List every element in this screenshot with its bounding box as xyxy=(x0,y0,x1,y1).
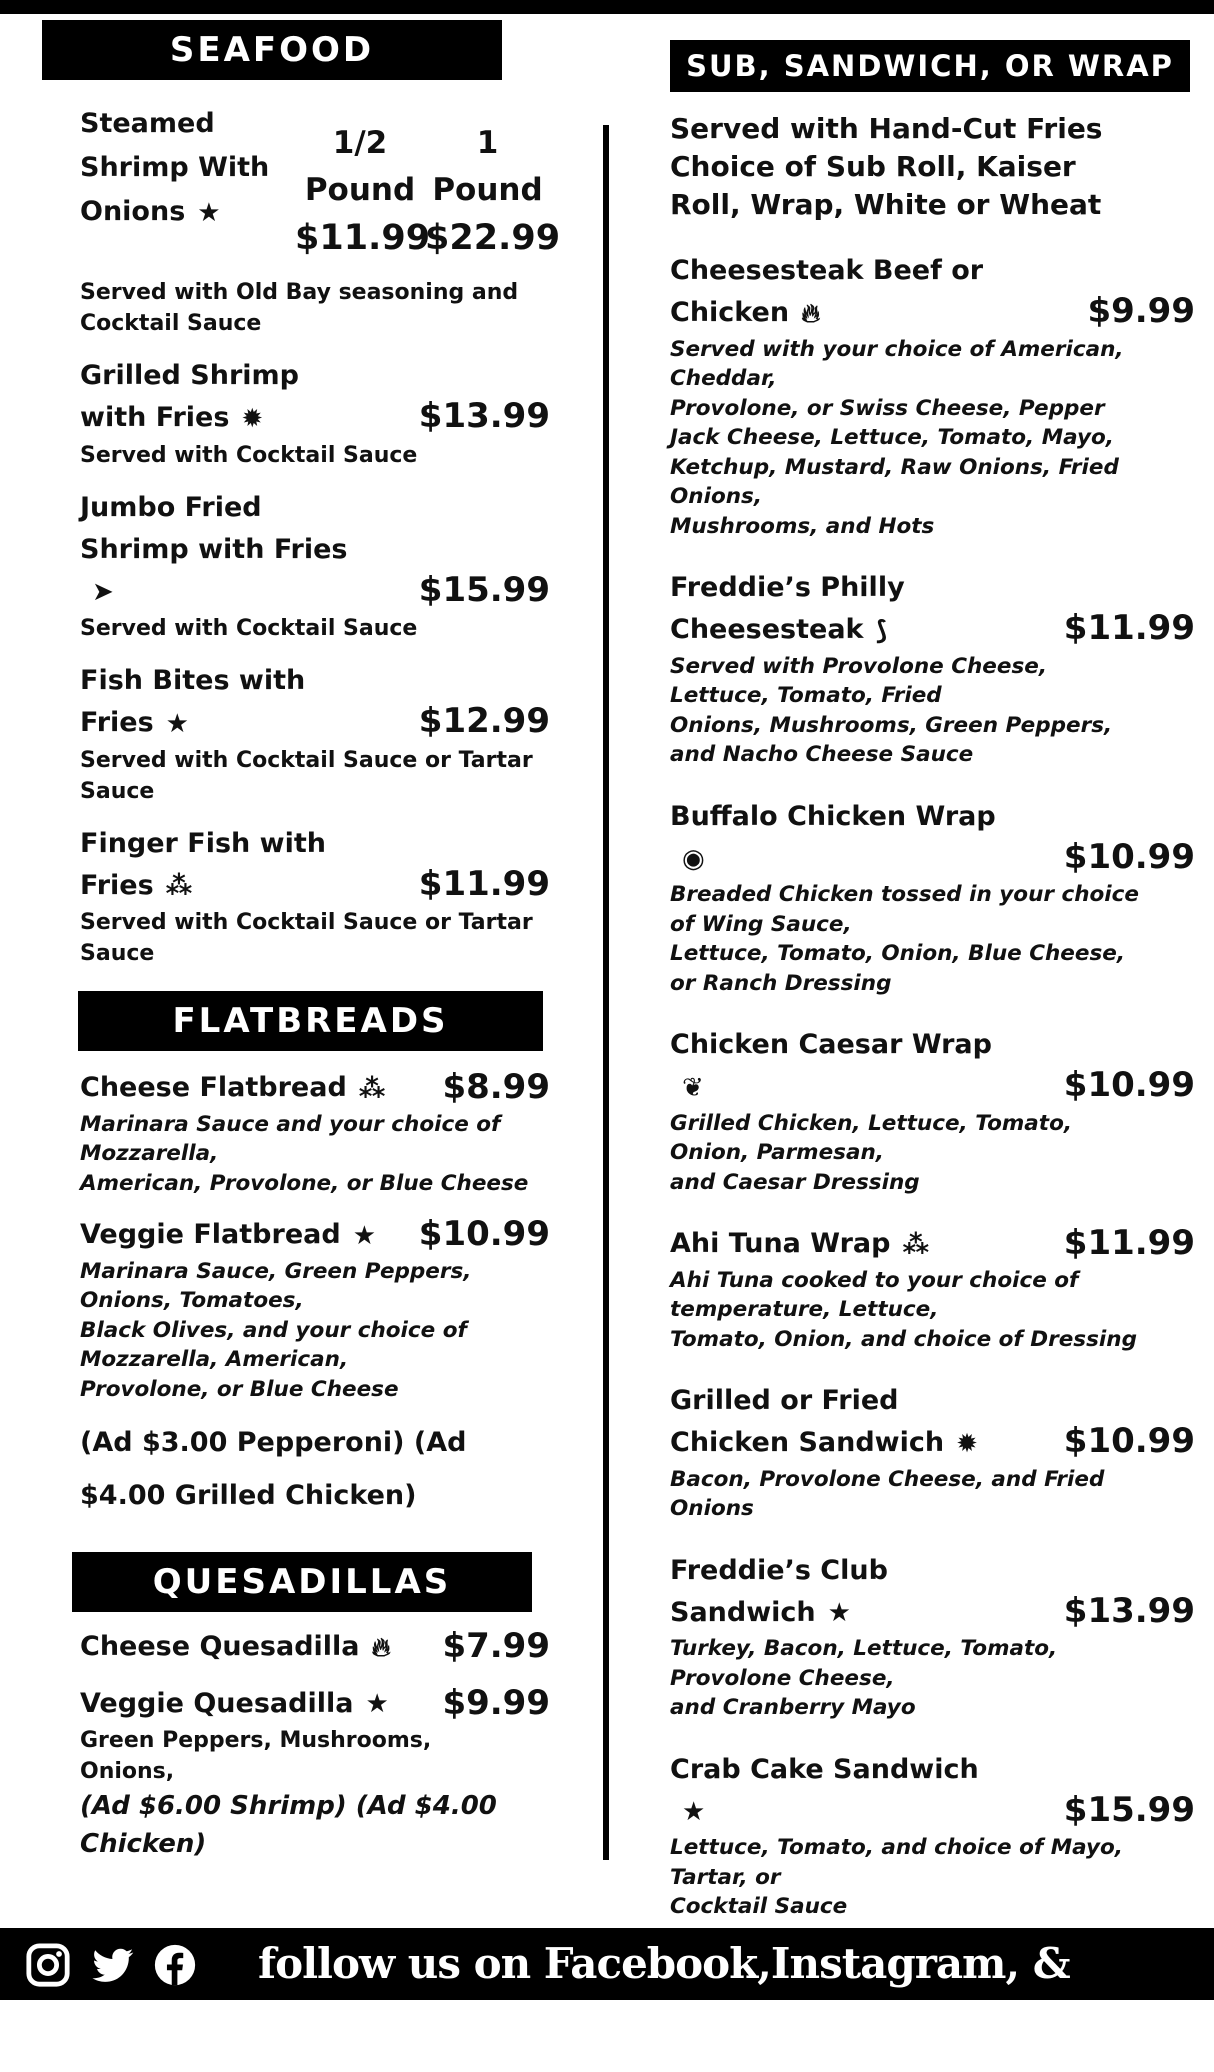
flatbread-addons: (Ad $3.00 Pepperoni) (Ad $4.00 Grilled Chicken) xyxy=(80,1427,467,1511)
star-icon: ★ xyxy=(197,197,221,228)
item-description: Bacon, Provolone Cheese, and Fried Onions xyxy=(670,1466,1105,1521)
item-name: Cheese Flatbread xyxy=(80,1072,347,1103)
follow-us-text: follow us on Facebook,Instagram, & Twitter xyxy=(258,1939,1070,2060)
subs-intro: Served with Hand-Cut Fries Choice of Sub Roll, Kaiser Roll, Wrap, White or Wheat xyxy=(670,112,1103,221)
menu-item-fish-bites-with-fries xyxy=(80,660,550,807)
subs-heading: SUB, SANDWICH, OR WRAP xyxy=(670,40,1190,92)
item-description: Served with Cocktail Sauce or Tartar Sauce xyxy=(80,747,533,804)
flame-icon: 🔥︎ xyxy=(371,1632,391,1663)
pepper-icon: ⟆ xyxy=(875,615,888,646)
item-name: Freddie’s Club Sandwich xyxy=(670,1554,888,1628)
star-icon: ★ xyxy=(165,708,189,739)
item-price: $12.99 xyxy=(418,701,550,741)
item-name: Steamed Shrimp With Onions xyxy=(80,108,270,227)
item-description: Lettuce, Tomato, and choice of Mayo, Tartar, or Cocktail Sauce xyxy=(670,1835,1123,1919)
item-name: Grilled Shrimp with Fries xyxy=(80,360,299,433)
arrow-icon: ➤ xyxy=(92,577,114,607)
item-price: $9.99 xyxy=(442,1682,550,1723)
menu-item-crab-cake-sandwich xyxy=(670,1749,1195,1922)
item-price: $11.99 xyxy=(1063,1223,1195,1263)
item-price: $10.99 xyxy=(1063,836,1195,877)
item-description: Grilled Chicken, Lettuce, Tomato, Onion, Parmesan, and Caesar Dressing xyxy=(670,1110,1073,1195)
menu-item-veggie-flatbread xyxy=(80,1214,550,1404)
item-description: Marinara Sauce and your choice of Mozzarella, American, Provolone, or Blue Cheese xyxy=(80,1111,529,1196)
menu-item-freddie-s-club-sandwich xyxy=(670,1550,1195,1723)
item-name: Grilled or Fried Chicken Sandwich xyxy=(670,1385,945,1458)
item-price: $10.99 xyxy=(1063,1065,1195,1105)
menu-item-freddie-s-philly-cheesesteak xyxy=(670,567,1195,770)
item-description: Marinara Sauce, Green Peppers, Onions, Tomatoes, Black Olives, and your choice of Mozzarella, American, Provolone, or Blue Cheese xyxy=(80,1258,472,1402)
sunburst-icon: ✹ xyxy=(956,1428,978,1459)
footer-bar xyxy=(0,1928,1214,2060)
item-name: Buffalo Chicken Wrap xyxy=(670,800,996,832)
menu-item-ahi-tuna-wrap xyxy=(670,1223,1195,1354)
full-pound-column xyxy=(425,120,561,262)
menu-item-buffalo-chicken-wrap xyxy=(670,796,1195,999)
twitter-icon[interactable] xyxy=(90,1942,136,1988)
item-price: $10.99 xyxy=(418,1214,550,1254)
item-name: Crab Cake Sandwich xyxy=(670,1753,979,1785)
peanut-icon: ◉ xyxy=(682,844,705,874)
menu-item-cheese-quesadilla xyxy=(80,1626,550,1669)
full-pound-price: $22.99 xyxy=(425,218,561,258)
item-price: $9.99 xyxy=(1087,291,1195,331)
dots-icon: ⁂ xyxy=(902,1229,930,1260)
item-description: Served with Cocktail Sauce or Tartar Sauce xyxy=(80,910,533,966)
item-description: Turkey, Bacon, Lettuce, Tomato, Provolone Cheese, and Cranberry Mayo xyxy=(670,1636,1058,1720)
item-name: Jumbo Fried Shrimp with Fries xyxy=(80,491,348,565)
item-description: Served with Old Bay seasoning and Cocktail Sauce xyxy=(80,280,519,336)
menu-item-grilled-shrimp-with-fries xyxy=(80,355,550,471)
left-column xyxy=(50,20,561,1863)
item-price: $13.99 xyxy=(418,396,550,436)
subs-list xyxy=(670,250,1195,1922)
menu-item-cheese-flatbread xyxy=(80,1067,550,1198)
seafood-heading: SEAFOOD xyxy=(42,20,502,80)
facebook-icon[interactable] xyxy=(152,1942,198,1988)
item-name: Veggie Quesadilla xyxy=(80,1687,354,1719)
half-pound-column xyxy=(295,120,431,262)
quesadilla-addons: (Ad $6.00 Shrimp) (Ad $4.00 Chicken) xyxy=(80,1791,497,1859)
item-price: $15.99 xyxy=(418,569,550,610)
flatbreads-list xyxy=(80,1067,550,1404)
menu-item-steamed-shrimp xyxy=(80,102,561,277)
item-price: $8.99 xyxy=(442,1067,550,1107)
item-description: Served with Cocktail Sauce xyxy=(80,442,418,468)
item-name: Finger Fish with Fries xyxy=(80,827,326,901)
item-price: $10.99 xyxy=(1063,1421,1195,1461)
item-description: Green Peppers, Mushrooms, Onions, xyxy=(80,1728,432,1784)
item-price: $11.99 xyxy=(1063,608,1195,648)
top-bar xyxy=(0,0,1214,14)
menu-item-veggie-quesadilla xyxy=(80,1683,550,1788)
item-description: Served with Cocktail Sauce xyxy=(80,616,418,641)
item-description: Served with your choice of American, Cheddar, Provolone, or Swiss Cheese, Pepper Jack Cheese, Lettuce, Tomato, Mayo, Ketchup, Mustard, Raw Onions, Fried Onions, Mushrooms, and Hots xyxy=(670,336,1124,539)
menu-item-grilled-or-fried-chicken-sandwich xyxy=(670,1380,1195,1524)
star-icon: ★ xyxy=(827,1598,851,1628)
dots-icon: ⁂ xyxy=(358,1073,386,1104)
item-name: Freddie’s Philly Cheesesteak xyxy=(670,572,905,645)
instagram-icon[interactable] xyxy=(25,1942,71,1988)
item-description: Served with Provolone Cheese, Lettuce, Tomato, Fried Onions, Mushrooms, Green Peppers, and Nacho Cheese Sauce xyxy=(670,653,1113,767)
item-name: Ahi Tuna Wrap xyxy=(670,1228,891,1259)
full-pound-label: 1 Pound xyxy=(432,125,543,208)
item-price: $7.99 xyxy=(442,1626,550,1666)
menu-item-finger-fish-with-fries xyxy=(80,823,550,970)
flame-icon: 🔥︎ xyxy=(801,298,821,329)
item-price: $13.99 xyxy=(1063,1590,1195,1631)
right-column xyxy=(670,40,1195,1922)
item-name: Chicken Caesar Wrap xyxy=(670,1029,992,1060)
item-price: $11.99 xyxy=(418,863,550,904)
column-divider xyxy=(603,125,609,1860)
leaf-icon: ❦ xyxy=(682,1072,704,1103)
dots-icon: ⁂ xyxy=(165,871,193,901)
item-description: Ahi Tuna cooked to your choice of temperature, Lettuce, Tomato, Onion, and choice of Dressing xyxy=(670,1267,1137,1352)
quesadillas-heading: QUESADILLAS xyxy=(72,1552,532,1612)
item-description: Breaded Chicken tossed in your choice of Wing Sauce, Lettuce, Tomato, Onion, Blue Cheese, or Ranch Dressing xyxy=(670,882,1139,996)
seafood-list xyxy=(80,355,550,969)
item-name: Cheese Quesadilla xyxy=(80,1631,360,1662)
flatbreads-heading: FLATBREADS xyxy=(78,991,543,1051)
item-price: $15.99 xyxy=(1063,1789,1195,1830)
menu-item-chicken-caesar-wrap xyxy=(670,1024,1195,1197)
menu-item-jumbo-fried-shrimp-with-fries xyxy=(80,487,550,645)
sunburst-icon: ✹ xyxy=(241,403,264,434)
half-pound-price: $11.99 xyxy=(295,218,431,258)
item-name: Veggie Flatbread xyxy=(80,1219,341,1250)
item-name: Fish Bites with Fries xyxy=(80,665,306,738)
menu-item-cheesesteak-beef-or-chicken xyxy=(670,250,1195,541)
star-icon: ★ xyxy=(352,1220,376,1251)
half-pound-label: 1/2 Pound xyxy=(304,125,416,208)
star-icon: ★ xyxy=(365,1689,389,1719)
item-name: Cheesesteak Beef or Chicken xyxy=(670,255,984,328)
quesadillas-list xyxy=(80,1626,550,1787)
star-icon: ★ xyxy=(682,1797,706,1827)
